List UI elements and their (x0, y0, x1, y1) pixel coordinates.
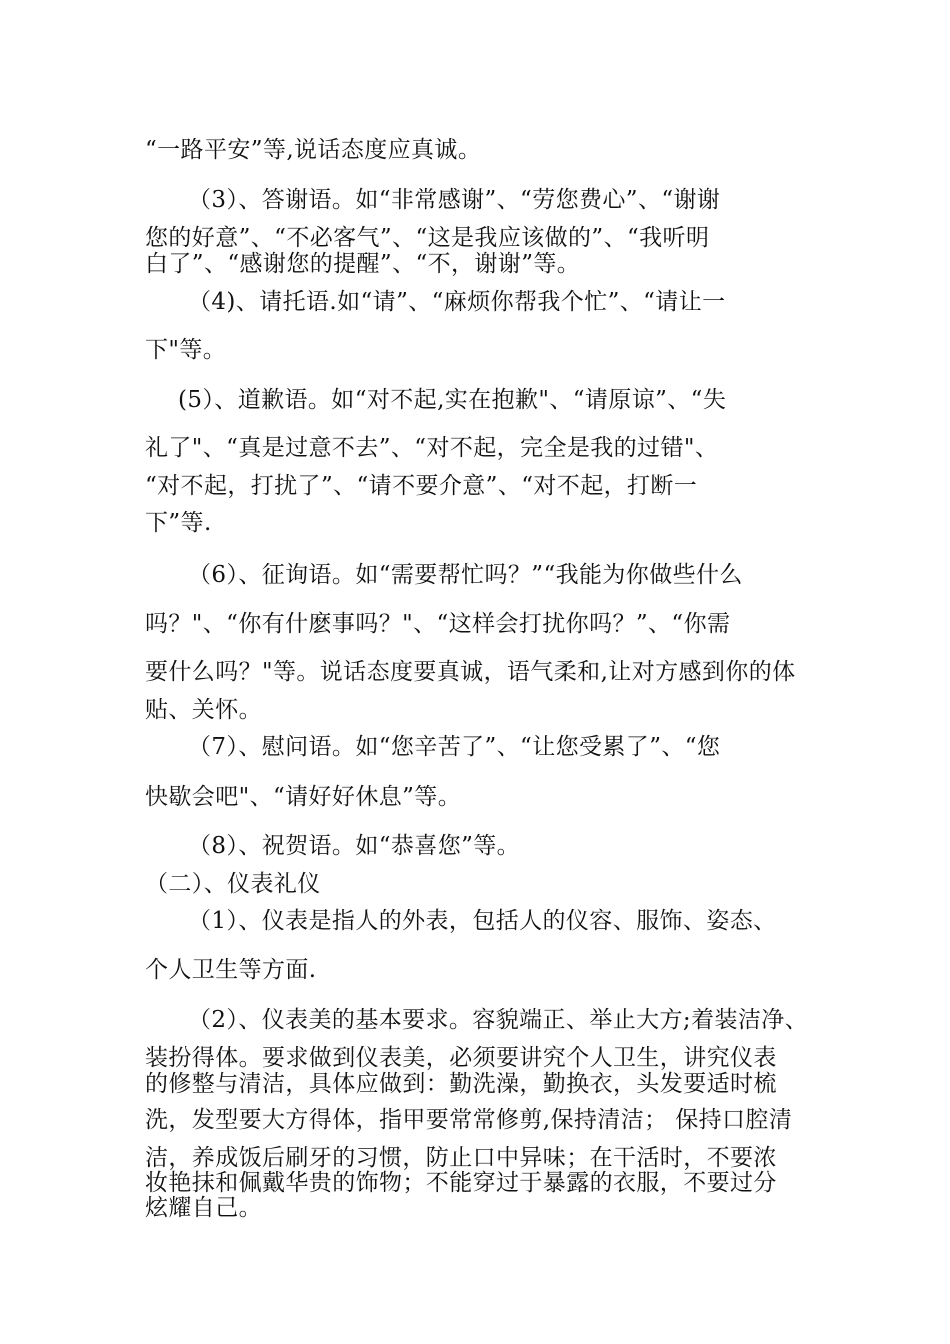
text-line: （6）、征询语。如“需要帮忙吗？”“我能为你做些什么 (188, 562, 743, 588)
text-line: (5）、道歉语。如“对不起,实在抱歉"、“请原谅”、“失 (178, 387, 727, 413)
text-line: 下"等。 (145, 337, 227, 363)
text-line: 洁，养成饭后刷牙的习惯，防止口中异味；在干活时，不要浓 (145, 1145, 777, 1171)
text-line: 白了”、“感谢您的提醒”、“不，谢谢”等。 (145, 251, 581, 277)
text-line: （7）、慰问语。如“您辛苦了”、“让您受累了”、“您 (188, 734, 721, 760)
text-line: （2）、仪表美的基本要求。容貌端正、举止大方;着装洁净、 (188, 1007, 809, 1033)
section-heading: （二）、仪表礼仪 (145, 871, 321, 897)
text-line: 礼了"、“真是过意不去”、“对不起，完全是我的过错"、 (145, 435, 719, 461)
text-line: “一路平安”等,说话态度应真诚。 (145, 137, 482, 163)
text-line: 贴、关怀。 (145, 697, 262, 723)
text-line: （8）、祝贺语。如“恭喜您”等。 (188, 833, 521, 859)
text-line: 妆艳抹和佩戴华贵的饰物；不能穿过于暴露的衣服，不要过分 (145, 1170, 777, 1196)
text-line: “对不起，打扰了”、“请不要介意”、“对不起，打断一 (145, 473, 698, 499)
text-line: 要什么吗？"等。说话态度要真诚，语气柔和,让对方感到你的体 (145, 659, 796, 685)
text-line: （3）、答谢语。如“非常感谢”、“劳您费心”、“谢谢 (188, 187, 721, 213)
text-line: 您的好意”、“不必客气”、“这是我应该做的”、“我听明 (145, 225, 710, 251)
text-line: （4)、请托语.如“请”、“麻烦你帮我个忙”、“请让一 (188, 289, 726, 315)
text-line: 吗？"、“你有什麽事吗？"、“这样会打扰你吗？”、“你需 (145, 611, 731, 637)
text-line: 个人卫生等方面. (145, 957, 317, 983)
text-line: 快歇会吧"、“请好好休息”等。 (145, 784, 462, 810)
text-line: 炫耀自己。 (145, 1195, 262, 1221)
text-line: 装扮得体。要求做到仪表美，必须要讲究个人卫生，讲究仪表 (145, 1045, 777, 1071)
text-line: 下”等. (145, 510, 212, 536)
text-line: 洗，发型要大方得体，指甲要常常修剪,保持清洁； 保持口腔清 (145, 1107, 793, 1133)
text-line: （1）、仪表是指人的外表，包括人的仪容、服饰、姿态、 (188, 908, 777, 934)
text-line: 的修整与清洁，具体应做到：勤洗澡，勤换衣，头发要适时梳 (145, 1071, 777, 1097)
